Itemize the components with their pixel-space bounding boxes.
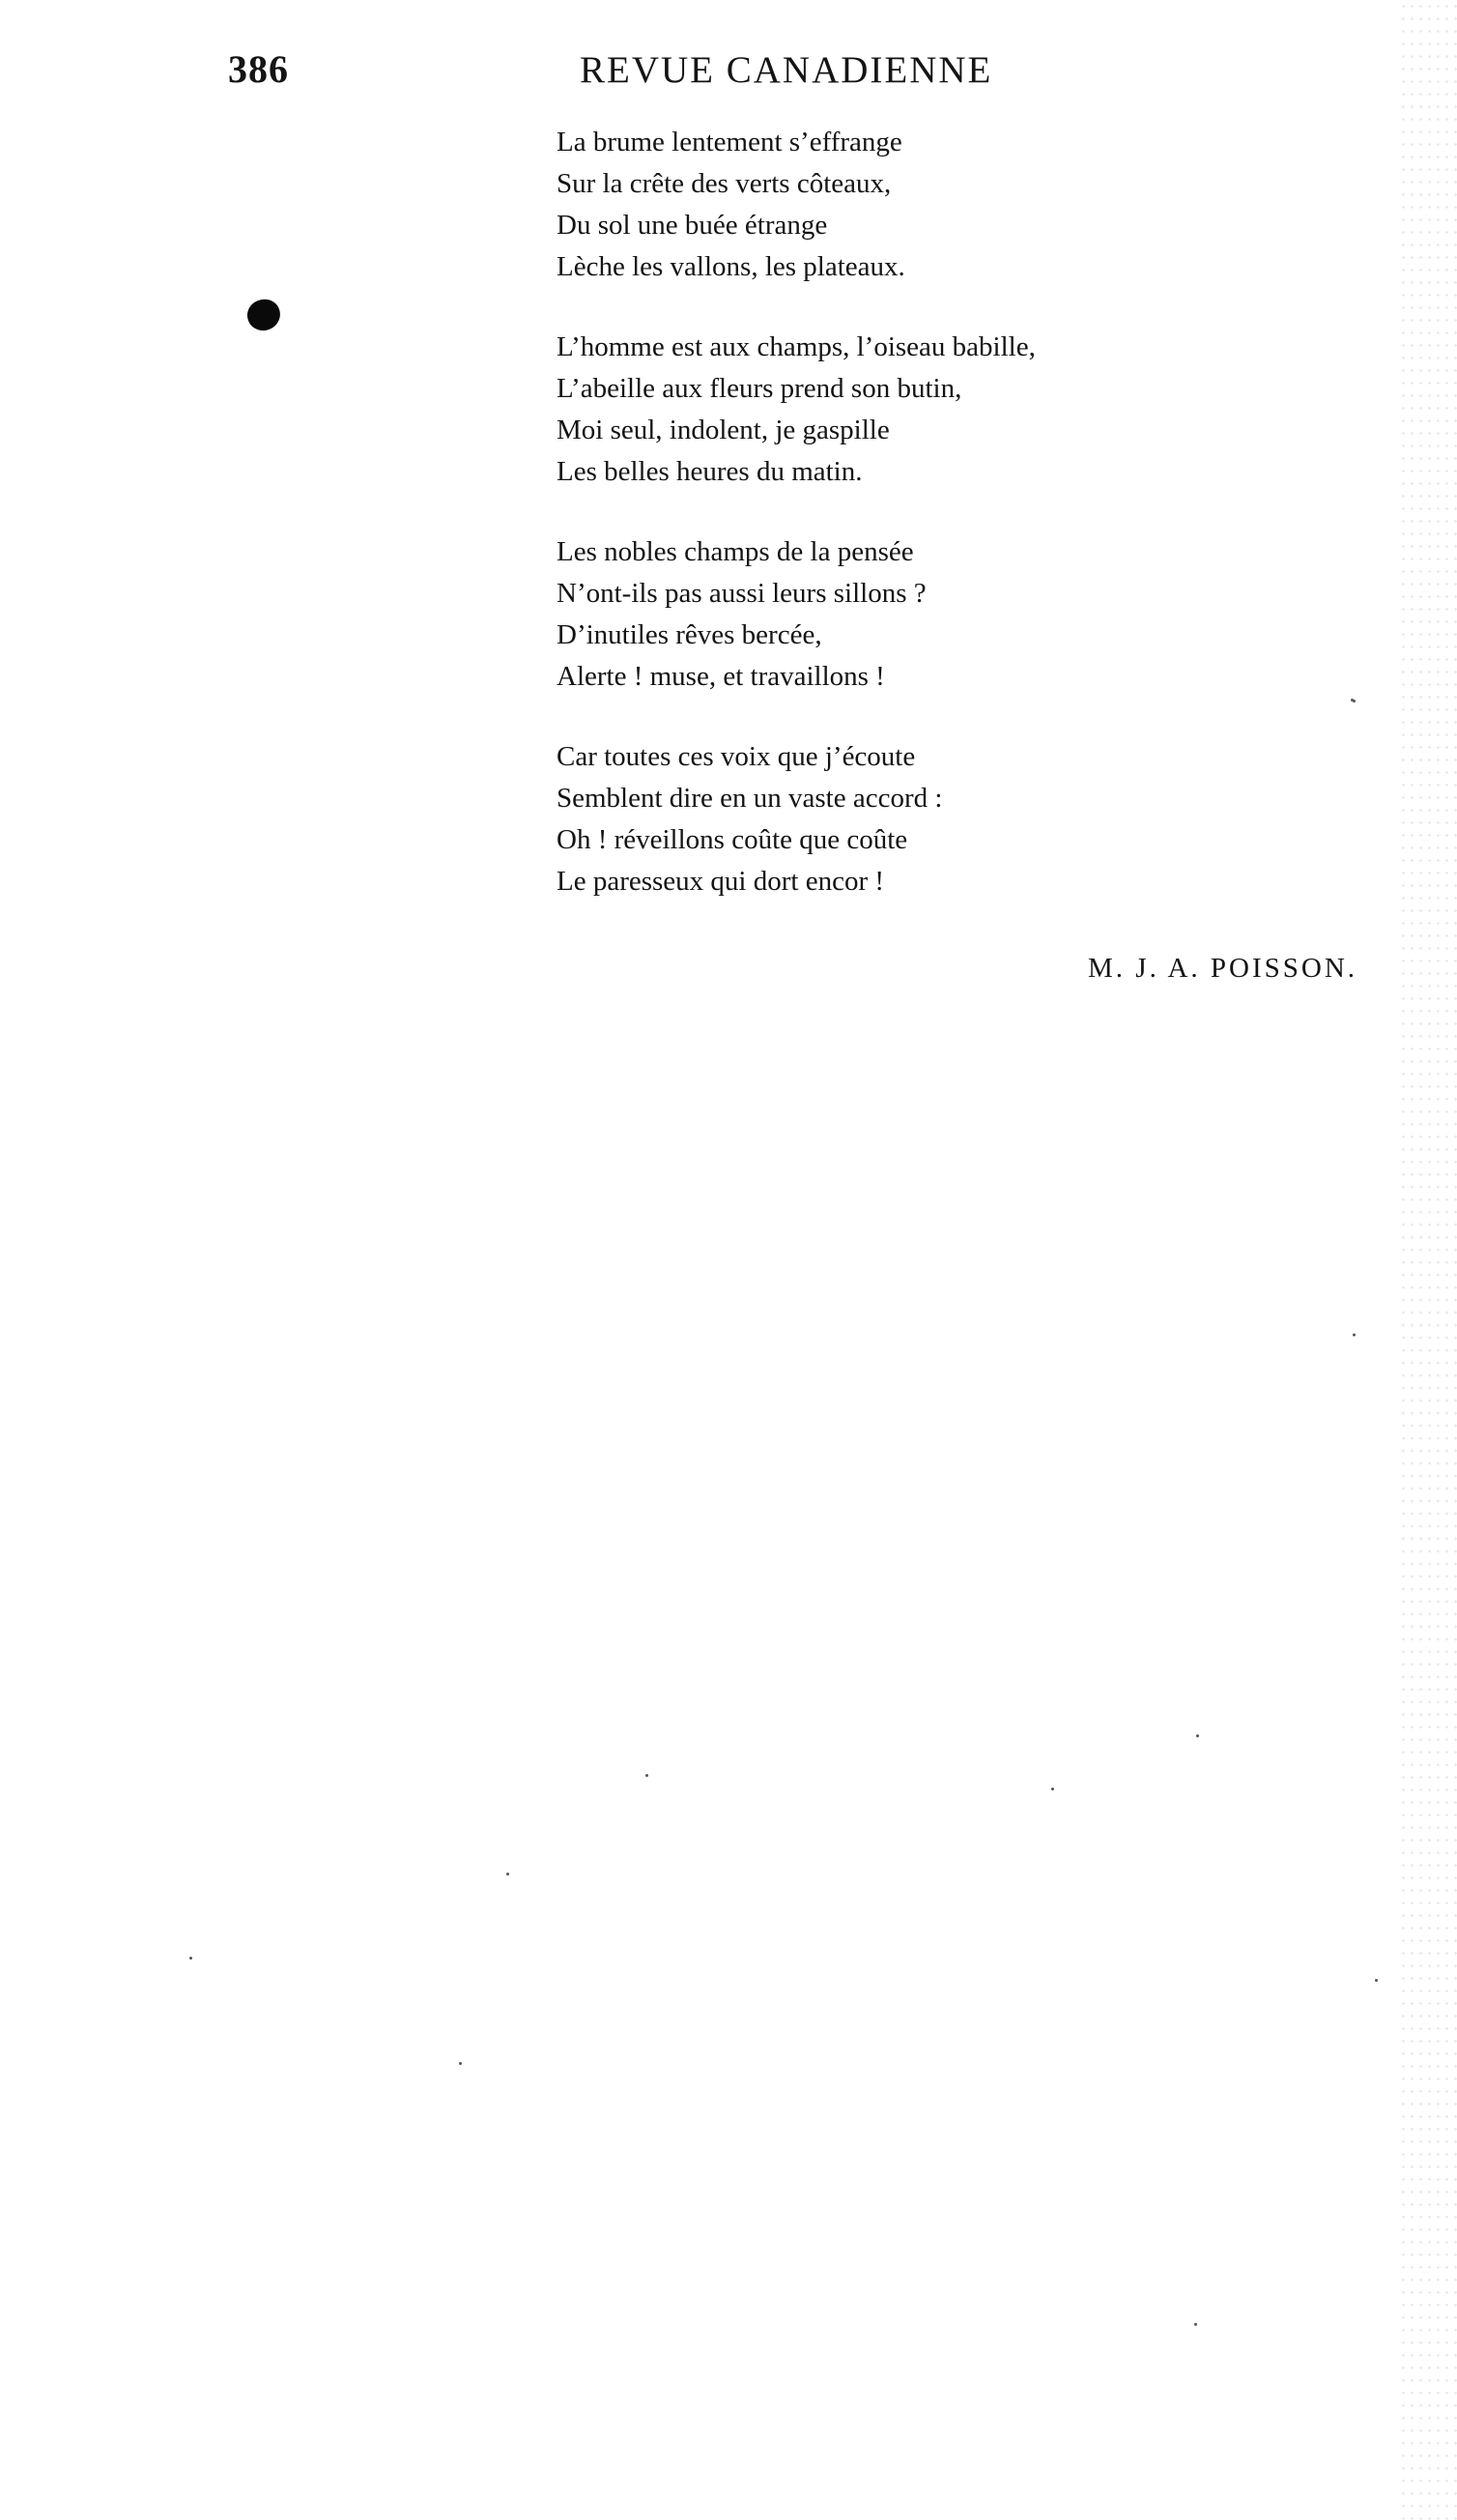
stanza-3 bbox=[557, 531, 1252, 698]
verse-line: Car toutes ces voix que j’écoute bbox=[557, 741, 916, 772]
scan-speck bbox=[1196, 1734, 1199, 1737]
verse-line: N’ont-ils pas aussi leurs sillons ? bbox=[557, 578, 927, 609]
poem bbox=[557, 122, 1252, 941]
verse-line: Du sol une buée étrange bbox=[557, 210, 828, 241]
scan-speck bbox=[1051, 1788, 1054, 1790]
stanza-2 bbox=[557, 327, 1252, 493]
page-number: 386 bbox=[228, 47, 289, 91]
verse-line: L’abeille aux fleurs prend son butin, bbox=[557, 373, 962, 404]
running-title: REVUE CANADIENNE bbox=[580, 49, 993, 91]
verse-line: Oh ! réveillons coûte que coûte bbox=[557, 824, 908, 855]
scan-speck bbox=[1353, 700, 1356, 702]
verse-line: Semblent dire en un vaste accord : bbox=[557, 783, 943, 814]
verse-line: Lèche les vallons, les plateaux. bbox=[557, 251, 905, 282]
verse-line: Le paresseux qui dort encor ! bbox=[557, 866, 885, 897]
verse-line: La brume lentement s’effrange bbox=[557, 127, 902, 158]
stanza-1 bbox=[557, 122, 1252, 288]
verse-line: Alerte ! muse, et travaillons ! bbox=[557, 661, 885, 692]
scan-speck bbox=[1375, 1979, 1378, 1982]
scan-speck bbox=[645, 1774, 648, 1777]
stanza-4 bbox=[557, 736, 1252, 902]
verse-line: D’inutiles rêves bercée, bbox=[557, 619, 822, 650]
scan-speck bbox=[189, 1957, 192, 1960]
scan-speck bbox=[1194, 2323, 1197, 2326]
scan-speck bbox=[506, 1873, 509, 1876]
scan-edge bbox=[1399, 0, 1457, 2520]
verse-line: Les belles heures du matin. bbox=[557, 456, 863, 487]
verse-line: Les nobles champs de la pensée bbox=[557, 536, 914, 567]
scan-speck bbox=[459, 2062, 462, 2065]
verse-line: Moi seul, indolent, je gaspille bbox=[557, 415, 890, 445]
ink-blot bbox=[244, 297, 283, 333]
scan-speck bbox=[1353, 1333, 1356, 1336]
author-signature: M. J. A. POISSON. bbox=[1088, 953, 1358, 984]
verse-line: L’homme est aux champs, l’oiseau babille, bbox=[557, 331, 1036, 362]
verse-line: Sur la crête des verts côteaux, bbox=[557, 168, 892, 199]
